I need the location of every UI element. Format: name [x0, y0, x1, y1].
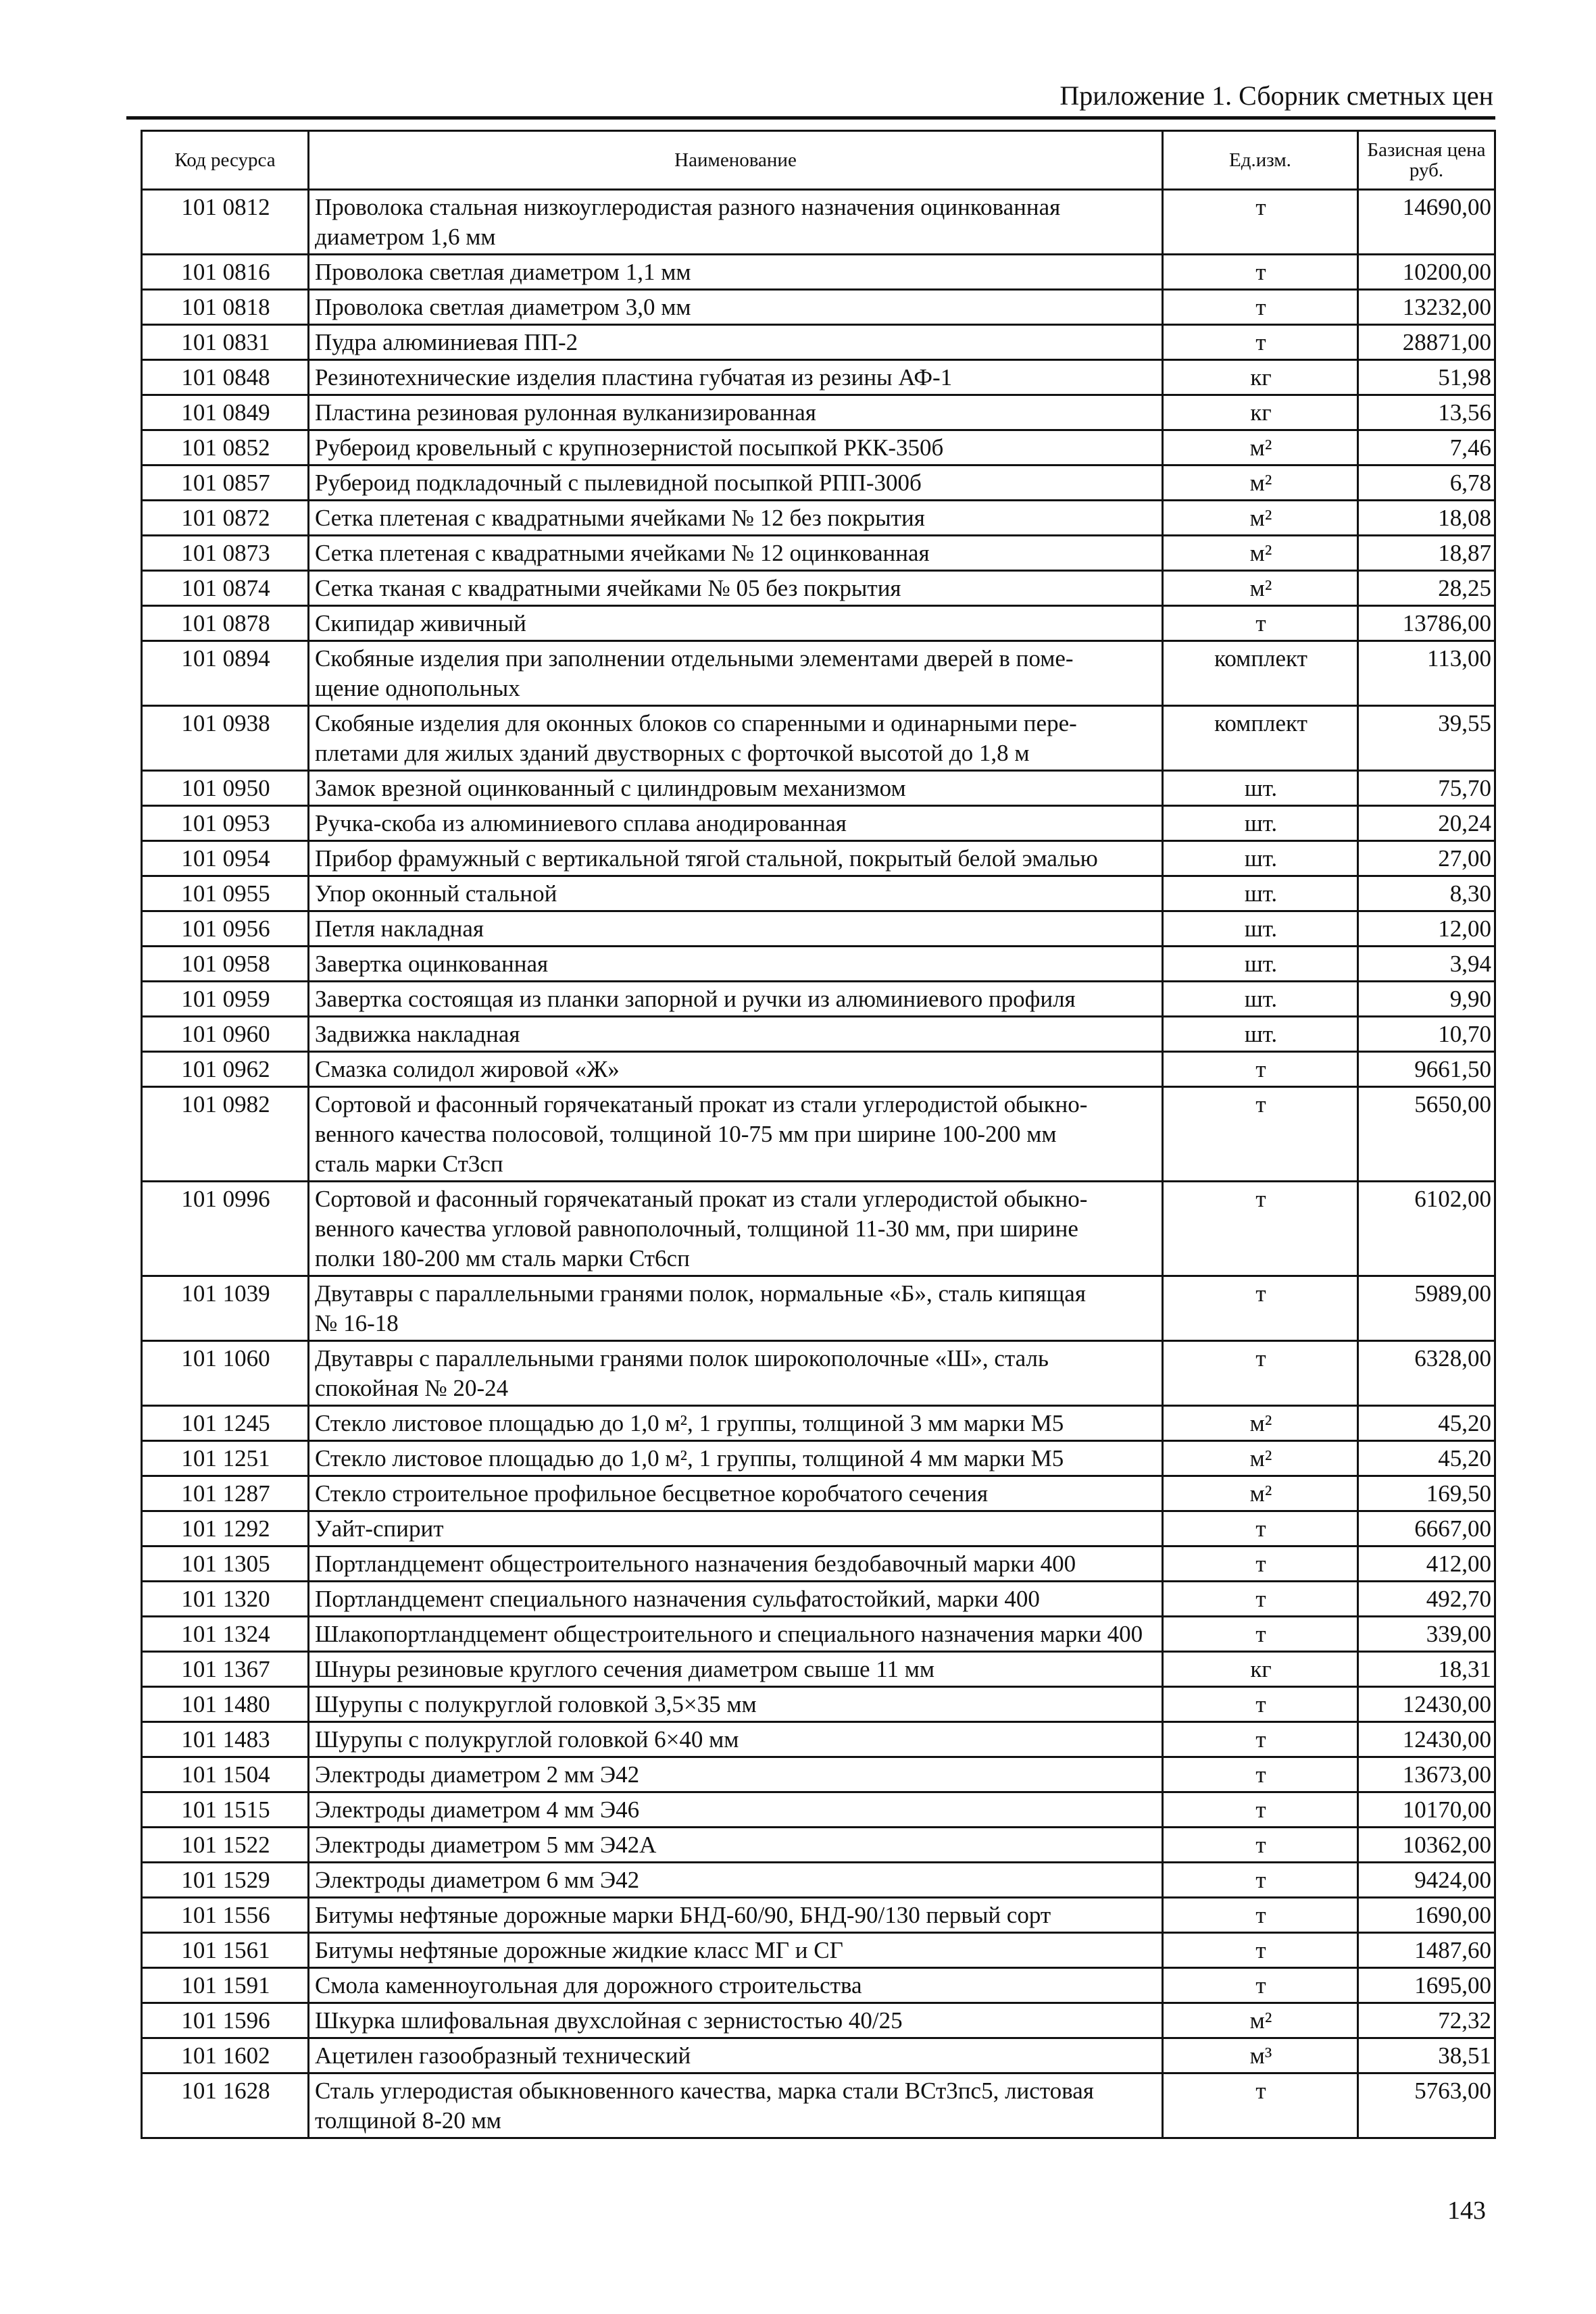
cell-unit: т	[1163, 1722, 1358, 1757]
cell-unit: м²	[1163, 466, 1358, 501]
cell-code: 101 1556	[142, 1898, 309, 1933]
cell-unit: т	[1163, 606, 1358, 641]
table-row	[142, 1582, 1495, 1617]
cell-unit: м²	[1163, 501, 1358, 536]
cell-price: 10,70	[1358, 1017, 1495, 1052]
table-row	[142, 1687, 1495, 1722]
cell-name: Сетка плетеная с квадратными ячейками № 12 без покрытия	[309, 501, 1163, 536]
cell-unit: т	[1163, 190, 1358, 255]
cell-code: 101 0960	[142, 1017, 309, 1052]
cell-code: 101 0816	[142, 255, 309, 290]
table-row	[142, 606, 1495, 641]
table-row	[142, 1476, 1495, 1511]
page-number: 143	[1447, 2196, 1486, 2225]
table-row	[142, 1087, 1495, 1182]
table-row	[142, 771, 1495, 806]
cell-unit: т	[1163, 1792, 1358, 1828]
cell-code: 101 1245	[142, 1406, 309, 1441]
table-row	[142, 255, 1495, 290]
cell-unit: т	[1163, 1546, 1358, 1582]
price-table	[141, 130, 1496, 2139]
cell-price: 6102,00	[1358, 1182, 1495, 1276]
cell-price: 5763,00	[1358, 2073, 1495, 2138]
table-row	[142, 911, 1495, 947]
table-row	[142, 536, 1495, 571]
cell-unit: т	[1163, 1687, 1358, 1722]
cell-unit: комплект	[1163, 706, 1358, 771]
cell-code: 101 1039	[142, 1276, 309, 1341]
cell-name: Электроды диаметром 6 мм Э42	[309, 1863, 1163, 1898]
cell-name: Замок врезной оцинкованный с цилиндровым механизмом	[309, 771, 1163, 806]
table-row	[142, 1828, 1495, 1863]
cell-price: 75,70	[1358, 771, 1495, 806]
cell-price: 51,98	[1358, 360, 1495, 395]
cell-price: 13786,00	[1358, 606, 1495, 641]
cell-code: 101 0873	[142, 536, 309, 571]
cell-unit: т	[1163, 1757, 1358, 1792]
cell-price: 20,24	[1358, 806, 1495, 841]
cell-code: 101 1251	[142, 1441, 309, 1476]
cell-unit: т	[1163, 2073, 1358, 2138]
cell-code: 101 1591	[142, 1968, 309, 2003]
cell-price: 10170,00	[1358, 1792, 1495, 1828]
cell-name: Стекло строительное профильное бесцветное коробчатого сечения	[309, 1476, 1163, 1511]
cell-price: 13232,00	[1358, 290, 1495, 325]
cell-unit: т	[1163, 1511, 1358, 1546]
cell-code: 101 0812	[142, 190, 309, 255]
cell-price: 1695,00	[1358, 1968, 1495, 2003]
cell-code: 101 0878	[142, 606, 309, 641]
table-row	[142, 1406, 1495, 1441]
cell-name: Проволока светлая диаметром 3,0 мм	[309, 290, 1163, 325]
cell-name: Сталь углеродистая обыкновенного качества, марка стали ВСт3пс5, листовая толщиной 8-20 мм	[309, 2073, 1163, 2138]
cell-name: Рубероид подкладочный с пылевидной посыпкой РПП-300б	[309, 466, 1163, 501]
cell-price: 339,00	[1358, 1617, 1495, 1652]
cell-code: 101 1480	[142, 1687, 309, 1722]
cell-code: 101 0874	[142, 571, 309, 606]
table-row	[142, 1511, 1495, 1546]
cell-unit: т	[1163, 1898, 1358, 1933]
cell-unit: т	[1163, 1828, 1358, 1863]
cell-name: Сортовой и фасонный горячекатаный прокат из стали углеродистой обыкно- венного качества полосовой, толщиной 10-75 мм при ширине 100-200 мм сталь марки Ст3сп	[309, 1087, 1163, 1182]
table-row	[142, 360, 1495, 395]
cell-unit: м²	[1163, 2003, 1358, 2038]
table-row	[142, 1617, 1495, 1652]
cell-name: Двутавры с параллельными гранями полок широкополочные «Ш», сталь спокойная № 20-24	[309, 1341, 1163, 1406]
cell-name: Шурупы с полукруглой головкой 3,5×35 мм	[309, 1687, 1163, 1722]
header-rule	[126, 116, 1495, 120]
cell-code: 101 0982	[142, 1087, 309, 1182]
cell-name: Битумы нефтяные дорожные жидкие класс МГ и СГ	[309, 1933, 1163, 1968]
cell-name: Задвижка накладная	[309, 1017, 1163, 1052]
cell-name: Уайт-спирит	[309, 1511, 1163, 1546]
cell-price: 18,08	[1358, 501, 1495, 536]
table-row	[142, 641, 1495, 706]
cell-code: 101 1602	[142, 2038, 309, 2073]
cell-name: Портландцемент общестроительного назначения бездобавочный марки 400	[309, 1546, 1163, 1582]
column-header-price: Базисная цена руб.	[1358, 131, 1495, 190]
table-row	[142, 1017, 1495, 1052]
cell-unit: м²	[1163, 1476, 1358, 1511]
cell-name: Электроды диаметром 2 мм Э42	[309, 1757, 1163, 1792]
cell-code: 101 1305	[142, 1546, 309, 1582]
cell-unit: м²	[1163, 1406, 1358, 1441]
cell-unit: м²	[1163, 1441, 1358, 1476]
cell-unit: т	[1163, 290, 1358, 325]
cell-name: Петля накладная	[309, 911, 1163, 947]
table-row	[142, 1968, 1495, 2003]
table-row	[142, 571, 1495, 606]
cell-name: Скобяные изделия для оконных блоков со спаренными и одинарными пере- плетами для жилых зданий двустворных с форточкой высотой до 1,8 м	[309, 706, 1163, 771]
cell-code: 101 0996	[142, 1182, 309, 1276]
cell-unit: т	[1163, 1341, 1358, 1406]
cell-name: Шкурка шлифовальная двухслойная с зернистостью 40/25	[309, 2003, 1163, 2038]
cell-name: Смола каменноугольная для дорожного строительства	[309, 1968, 1163, 2003]
cell-unit: т	[1163, 1182, 1358, 1276]
cell-price: 7,46	[1358, 430, 1495, 466]
cell-price: 38,51	[1358, 2038, 1495, 2073]
cell-name: Электроды диаметром 4 мм Э46	[309, 1792, 1163, 1828]
cell-code: 101 1628	[142, 2073, 309, 2138]
cell-unit: т	[1163, 1968, 1358, 2003]
cell-code: 101 1324	[142, 1617, 309, 1652]
table-row	[142, 876, 1495, 911]
cell-code: 101 0959	[142, 982, 309, 1017]
table-row	[142, 1441, 1495, 1476]
cell-price: 28,25	[1358, 571, 1495, 606]
cell-price: 9424,00	[1358, 1863, 1495, 1898]
cell-code: 101 0958	[142, 947, 309, 982]
cell-price: 45,20	[1358, 1406, 1495, 1441]
cell-name: Электроды диаметром 5 мм Э42А	[309, 1828, 1163, 1863]
cell-unit: комплект	[1163, 641, 1358, 706]
cell-price: 5650,00	[1358, 1087, 1495, 1182]
cell-price: 169,50	[1358, 1476, 1495, 1511]
cell-name: Битумы нефтяные дорожные марки БНД-60/90, БНД-90/130 первый сорт	[309, 1898, 1163, 1933]
cell-unit: шт.	[1163, 771, 1358, 806]
cell-code: 101 1292	[142, 1511, 309, 1546]
cell-code: 101 0953	[142, 806, 309, 841]
table-row	[142, 1546, 1495, 1582]
cell-code: 101 0818	[142, 290, 309, 325]
cell-unit: м²	[1163, 430, 1358, 466]
cell-code: 101 0962	[142, 1052, 309, 1087]
cell-price: 412,00	[1358, 1546, 1495, 1582]
cell-name: Завертка состоящая из планки запорной и ручки из алюминиевого профиля	[309, 982, 1163, 1017]
cell-unit: шт.	[1163, 911, 1358, 947]
running-title: Приложение 1. Сборник сметных цен	[1059, 80, 1493, 111]
cell-code: 101 1561	[142, 1933, 309, 1968]
table-row	[142, 2038, 1495, 2073]
table-row	[142, 1182, 1495, 1276]
cell-code: 101 0831	[142, 325, 309, 360]
cell-price: 12430,00	[1358, 1722, 1495, 1757]
table-row	[142, 325, 1495, 360]
cell-price: 8,30	[1358, 876, 1495, 911]
table-row	[142, 1757, 1495, 1792]
cell-price: 3,94	[1358, 947, 1495, 982]
cell-name: Сетка тканая с квадратными ячейками № 05 без покрытия	[309, 571, 1163, 606]
cell-name: Скобяные изделия при заполнении отдельными элементами дверей в поме- щение однопольных	[309, 641, 1163, 706]
cell-name: Шлакопортландцемент общестроительного и специального назначения марки 400	[309, 1617, 1163, 1652]
cell-unit: шт.	[1163, 841, 1358, 876]
cell-code: 101 1367	[142, 1652, 309, 1687]
cell-price: 5989,00	[1358, 1276, 1495, 1341]
cell-price: 6,78	[1358, 466, 1495, 501]
cell-name: Пудра алюминиевая ПП-2	[309, 325, 1163, 360]
cell-unit: кг	[1163, 395, 1358, 430]
table-row	[142, 1341, 1495, 1406]
cell-unit: шт.	[1163, 982, 1358, 1017]
cell-code: 101 1483	[142, 1722, 309, 1757]
cell-code: 101 1287	[142, 1476, 309, 1511]
table-header-row	[142, 131, 1495, 190]
cell-price: 13673,00	[1358, 1757, 1495, 1792]
cell-name: Ручка-скоба из алюминиевого сплава анодированная	[309, 806, 1163, 841]
cell-price: 6328,00	[1358, 1341, 1495, 1406]
cell-code: 101 0956	[142, 911, 309, 947]
cell-unit: шт.	[1163, 947, 1358, 982]
column-header-unit: Ед.изм.	[1163, 131, 1358, 190]
cell-name: Портландцемент специального назначения сульфатостойкий, марки 400	[309, 1582, 1163, 1617]
table-row	[142, 982, 1495, 1017]
cell-name: Шурупы с полукруглой головкой 6×40 мм	[309, 1722, 1163, 1757]
table-row	[142, 1652, 1495, 1687]
cell-price: 12430,00	[1358, 1687, 1495, 1722]
cell-unit: кг	[1163, 360, 1358, 395]
cell-unit: шт.	[1163, 806, 1358, 841]
table-row	[142, 501, 1495, 536]
cell-unit: т	[1163, 1276, 1358, 1341]
cell-unit: м²	[1163, 536, 1358, 571]
cell-unit: т	[1163, 1617, 1358, 1652]
cell-price: 1487,60	[1358, 1933, 1495, 1968]
cell-code: 101 0894	[142, 641, 309, 706]
cell-name: Сетка плетеная с квадратными ячейками № 12 оцинкованная	[309, 536, 1163, 571]
cell-name: Проволока стальная низкоуглеродистая разного назначения оцинкованная диаметром 1,6 мм	[309, 190, 1163, 255]
cell-price: 1690,00	[1358, 1898, 1495, 1933]
cell-name: Пластина резиновая рулонная вулканизированная	[309, 395, 1163, 430]
cell-price: 14690,00	[1358, 190, 1495, 255]
cell-code: 101 1529	[142, 1863, 309, 1898]
cell-price: 18,31	[1358, 1652, 1495, 1687]
cell-name: Смазка солидол жировой «Ж»	[309, 1052, 1163, 1087]
cell-unit: т	[1163, 1933, 1358, 1968]
cell-code: 101 0938	[142, 706, 309, 771]
cell-unit: т	[1163, 325, 1358, 360]
table-row	[142, 947, 1495, 982]
cell-name: Прибор фрамужный с вертикальной тягой стальной, покрытый белой эмалью	[309, 841, 1163, 876]
table-row	[142, 430, 1495, 466]
cell-name: Стекло листовое площадью до 1,0 м², 1 группы, толщиной 4 мм марки М5	[309, 1441, 1163, 1476]
cell-code: 101 0950	[142, 771, 309, 806]
cell-name: Стекло листовое площадью до 1,0 м², 1 группы, толщиной 3 мм марки М5	[309, 1406, 1163, 1441]
table-row	[142, 1933, 1495, 1968]
column-header-name: Наименование	[309, 131, 1163, 190]
cell-code: 101 0954	[142, 841, 309, 876]
cell-name: Скипидар живичный	[309, 606, 1163, 641]
cell-unit: т	[1163, 255, 1358, 290]
cell-price: 13,56	[1358, 395, 1495, 430]
cell-price: 6667,00	[1358, 1511, 1495, 1546]
table-row	[142, 806, 1495, 841]
table-row	[142, 841, 1495, 876]
cell-unit: м²	[1163, 571, 1358, 606]
table-row	[142, 706, 1495, 771]
cell-unit: т	[1163, 1087, 1358, 1182]
cell-price: 113,00	[1358, 641, 1495, 706]
cell-price: 9,90	[1358, 982, 1495, 1017]
cell-price: 10200,00	[1358, 255, 1495, 290]
cell-unit: шт.	[1163, 876, 1358, 911]
column-header-code: Код ресурса	[142, 131, 309, 190]
table-row	[142, 190, 1495, 255]
cell-code: 101 0849	[142, 395, 309, 430]
cell-unit: т	[1163, 1052, 1358, 1087]
table-row	[142, 1276, 1495, 1341]
cell-code: 101 1596	[142, 2003, 309, 2038]
cell-price: 39,55	[1358, 706, 1495, 771]
cell-price: 18,87	[1358, 536, 1495, 571]
table-row	[142, 1052, 1495, 1087]
cell-code: 101 1320	[142, 1582, 309, 1617]
cell-price: 10362,00	[1358, 1828, 1495, 1863]
table-row	[142, 1863, 1495, 1898]
table-row	[142, 1792, 1495, 1828]
cell-name: Резинотехнические изделия пластина губчатая из резины АФ-1	[309, 360, 1163, 395]
cell-price: 45,20	[1358, 1441, 1495, 1476]
table-row	[142, 2073, 1495, 2138]
cell-code: 101 1504	[142, 1757, 309, 1792]
cell-name: Ацетилен газообразный технический	[309, 2038, 1163, 2073]
cell-unit: м³	[1163, 2038, 1358, 2073]
table-row	[142, 2003, 1495, 2038]
cell-code: 101 0955	[142, 876, 309, 911]
cell-price: 72,32	[1358, 2003, 1495, 2038]
cell-unit: кг	[1163, 1652, 1358, 1687]
cell-code: 101 1522	[142, 1828, 309, 1863]
cell-unit: т	[1163, 1863, 1358, 1898]
cell-name: Рубероид кровельный с крупнозернистой посыпкой РКК-350б	[309, 430, 1163, 466]
cell-price: 12,00	[1358, 911, 1495, 947]
table-row	[142, 466, 1495, 501]
table-row	[142, 1722, 1495, 1757]
cell-price: 28871,00	[1358, 325, 1495, 360]
cell-code: 101 0848	[142, 360, 309, 395]
cell-code: 101 1515	[142, 1792, 309, 1828]
cell-name: Сортовой и фасонный горячекатаный прокат из стали углеродистой обыкно- венного качества угловой равнополочный, толщиной 11-30 мм, при ширине полки 180-200 мм сталь марки Ст6сп	[309, 1182, 1163, 1276]
table-row	[142, 395, 1495, 430]
cell-price: 9661,50	[1358, 1052, 1495, 1087]
cell-unit: т	[1163, 1582, 1358, 1617]
cell-code: 101 1060	[142, 1341, 309, 1406]
cell-name: Упор оконный стальной	[309, 876, 1163, 911]
cell-unit: шт.	[1163, 1017, 1358, 1052]
cell-name: Шнуры резиновые круглого сечения диаметром свыше 11 мм	[309, 1652, 1163, 1687]
cell-name: Завертка оцинкованная	[309, 947, 1163, 982]
cell-name: Проволока светлая диаметром 1,1 мм	[309, 255, 1163, 290]
cell-code: 101 0852	[142, 430, 309, 466]
cell-code: 101 0857	[142, 466, 309, 501]
cell-name: Двутавры с параллельными гранями полок, нормальные «Б», сталь кипящая № 16-18	[309, 1276, 1163, 1341]
table-row	[142, 1898, 1495, 1933]
cell-price: 492,70	[1358, 1582, 1495, 1617]
cell-price: 27,00	[1358, 841, 1495, 876]
table-row	[142, 290, 1495, 325]
cell-code: 101 0872	[142, 501, 309, 536]
